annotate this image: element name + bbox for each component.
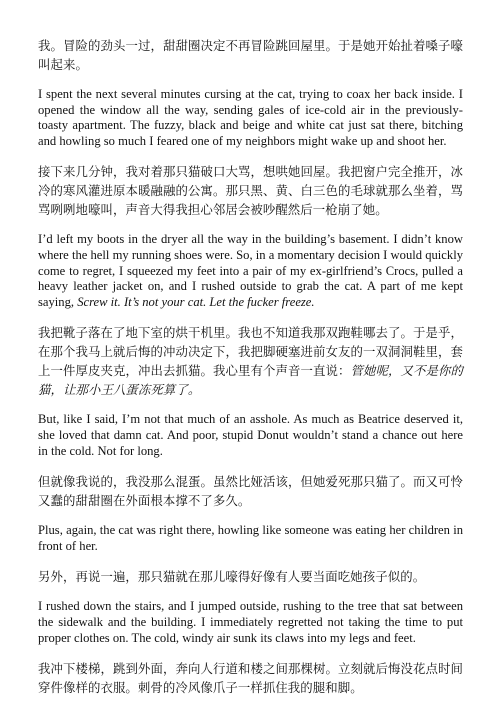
paragraph-text: 接下来几分钟，我对着那只猫破口大骂，想哄她回屋。我把窗户完全推开，冰冷的寒风灌进原本暖融融的公寓。那只黑、黄、白三色的毛球就那么坐着，骂骂咧咧地嚎叫，声音大得我担心邻居会被吵醒然后一枪崩了她。 xyxy=(38,164,463,218)
document-page xyxy=(38,36,463,710)
paragraph-text: Plus, again, the cat was right there, howling like someone was eating her children in front of her. xyxy=(38,523,463,553)
paragraph-text: I rushed down the stairs, and I jumped outside, rushing to the tree that sat between the sidewalk and the building. I immediately regretted not taking the time to put proper clothes on. The cold, windy air sunk its claws into my legs and feet. xyxy=(38,599,463,645)
paragraph-text: 另外，再说一遍，那只猫就在那儿嚎得好像有人要当面吃她孩子似的。 xyxy=(38,569,426,585)
chinese-paragraph xyxy=(38,472,463,510)
chinese-paragraph xyxy=(38,36,463,74)
paragraph-text: But, like I said, I’m not that much of an asshole. As much as Beatrice deserved it, she loved that damn cat. And poor, stupid Donut wouldn’t stand a chance out here in the cold. Not for long. xyxy=(38,412,463,458)
italic-text: 管她呢，又不是你的猫，让那小王八蛋冻死算了。 xyxy=(38,363,464,398)
english-paragraph xyxy=(38,87,463,149)
paragraph-text: 我把靴子落在了地下室的烘干机里。我也不知道我那双跑鞋哪去了。于是乎，在那个我马上就后悔的冲动决定下，我把脚硬塞进前女友的一双洞洞鞋里，套上一件厚皮夹克，冲出去抓猫。我心里有个声音一直说： xyxy=(38,325,463,379)
paragraph-text: 我冲下楼梯，跳到外面，奔向人行道和楼之间那棵树。立刻就后悔没花点时间穿件像样的衣服。刺骨的冷风像爪子一样抓住我的腿和脚。 xyxy=(38,661,463,696)
english-paragraph xyxy=(38,412,463,459)
paragraph-text: 但就像我说的，我没那么混蛋。虽然比娅活该，但她爱死那只猫了。而又可怜又蠢的甜甜圈在外面根本撑不了多久。 xyxy=(38,474,463,509)
english-paragraph xyxy=(38,232,463,310)
english-paragraph xyxy=(38,523,463,554)
chinese-paragraph xyxy=(38,162,463,219)
chinese-paragraph xyxy=(38,659,463,697)
chinese-paragraph xyxy=(38,567,463,586)
paragraph-text: I spent the next several minutes cursing at the cat, trying to coax her back inside. I opened the window all the way, sending gales of ice-cold air in the previously-toasty apartment. The fuzzy, black and beige and white cat just sat there, bitching and howling so much I feared one of my neighbors might wake up and shoot her. xyxy=(38,87,463,148)
english-paragraph xyxy=(38,599,463,646)
paragraph-text: 我。冒险的劲头一过，甜甜圈决定不再冒险跳回屋里。于是她开始扯着嗓子嚎叫起来。 xyxy=(38,38,463,72)
italic-text: Screw it. It’s not your cat. Let the fucker freeze. xyxy=(77,294,315,309)
paragraph-text: I’d left my boots in the dryer all the way in the building’s basement. I didn’t know where the hell my running shoes were. So, in a momentary decision I would quickly come to regret, I squeezed my feet into a pair of my ex-girlfriend’s Crocs, pulled a heavy leather jacket on, and I rushed outside to grab the cat. A part of me kept saying, xyxy=(38,232,463,309)
chinese-paragraph xyxy=(38,323,463,399)
